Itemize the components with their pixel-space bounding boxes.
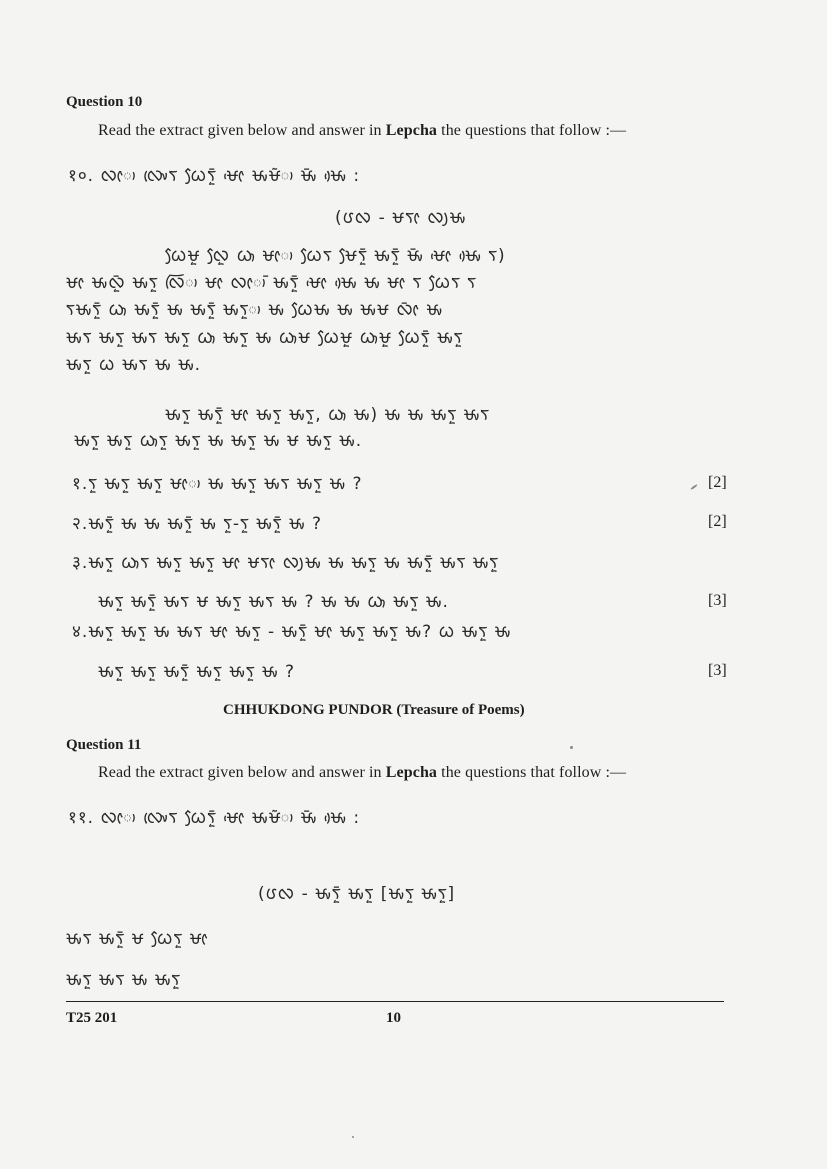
page-number: 10 <box>386 1010 401 1026</box>
instruction-language: Lepcha <box>385 122 438 139</box>
question-10-prompt: १०. ᰜᰦᰥ ᰜᰤᰨᰛ ᰃᰧᰛᰬᰳ ᰝᰦᰵ ᰝᰤᰝᰶᰥ ᰝᰤᰳ ᰝᰤᰴ : <box>68 166 361 186</box>
instruction-text-end: the questions that follow :— <box>437 764 627 781</box>
passage-line: ᰝᰤᰛᰬ ᰃ ᰝᰤᰛ ᰝᰤ ᰝᰤ. <box>66 355 202 375</box>
passage-line: ᰝᰤᰛᰬ ᰝᰤᰛᰬ ᰃᰥᰛᰬ ᰝᰤᰛᰬ ᰝᰤ ᰝᰤᰛᰬ ᰝᰤ ᰝ ᰝᰤᰛᰬ ᰝᰤ. <box>74 431 363 451</box>
scan-mark <box>690 484 698 490</box>
sub-question-continued: ᰝᰤᰛᰬ ᰝᰤᰛᰬᰳ ᰝᰤᰛ ᰝ ᰝᰤᰛᰬ ᰝᰤᰛ ᰝᰤ ? ᰝᰤ ᰝᰤ ᰃᰥ ᰝᰤᰛᰬ ᰝᰤ. <box>98 592 449 612</box>
scan-mark <box>352 1136 354 1138</box>
sub-question: १.ᰛᰬ ᰝᰤᰛᰬ ᰝᰤᰛᰬ ᰝᰦᰥ ᰝᰤ ᰝᰤᰛᰬ ᰝᰤᰛ ᰝᰤᰛᰬ ᰝᰤ ? <box>72 474 363 494</box>
sub-question: ४.ᰝᰤᰛᰬ ᰝᰤᰛᰬ ᰝᰤ ᰝᰤᰛ ᰝᰦ ᰝᰤᰛᰬ - ᰝᰤᰛᰬᰳ ᰝᰦ ᰝᰤᰛᰬ ᰝᰤᰛᰬ ᰝᰤ? ᰃ ᰝᰤᰛᰬ ᰝᰤ <box>72 622 512 642</box>
question-10-instruction <box>98 122 626 140</box>
question-11-prompt: ११. ᰜᰦᰥ ᰜᰤᰨᰛ ᰃᰧᰛᰬᰳ ᰝᰦᰵ ᰝᰤᰝᰶᰥ ᰝᰤᰳ ᰝᰤᰴ : <box>68 808 361 828</box>
section-title: CHHUKDONG PUNDOR (Treasure of Poems) <box>223 702 525 718</box>
footer-divider <box>66 1001 724 1002</box>
instruction-language: Lepcha <box>385 764 438 781</box>
question-10-source: (ᰂᰜ - ᰝᰛᰦ ᰜᰪᰝᰤ <box>335 208 467 228</box>
paper-code: T25 201 <box>66 1010 118 1026</box>
marks: [2] <box>708 513 727 530</box>
sub-question: ३.ᰝᰤᰛᰬ ᰃᰥᰛ ᰝᰤᰛᰬ ᰝᰤᰛᰬ ᰝᰦ ᰝᰛᰦ ᰜᰪᰝᰤ ᰝᰤ ᰝᰤᰛᰬ ᰝᰤ ᰝᰤᰛᰬᰳ ᰝᰤᰛ ᰝᰤᰛᰬ <box>72 553 500 573</box>
marks: [3] <box>708 592 727 609</box>
marks: [3] <box>708 662 727 679</box>
poem-line: ᰝᰤᰛ ᰝᰤᰛᰬᰳ ᰝ ᰃᰧᰛᰬ ᰝᰦ <box>66 929 209 949</box>
instruction-text-end: the questions that follow :— <box>437 122 627 139</box>
scan-mark <box>570 746 573 749</box>
passage-line: ᰝᰦ ᰝᰤᰜᰬᰳ ᰝᰤᰛᰬ ᰜᰩᰥ ᰝᰦ ᰜᰦᰥᰳ ᰝᰤᰛᰬᰳ ᰝᰦᰵ ᰝᰤᰴ ᰝᰤ ᰝᰦ ᰛ ᰃᰧᰛ ᰛ <box>66 273 477 293</box>
sub-question-continued: ᰝᰤᰛᰬ ᰝᰤᰛᰬ ᰝᰤᰛᰬᰳ ᰝᰤᰛᰬ ᰝᰤᰛᰬ ᰝᰤ ? <box>98 662 296 682</box>
question-10-heading: Question 10 <box>66 94 143 110</box>
poem-line: ᰝᰤᰛᰬ ᰝᰤᰛ ᰝᰤ ᰝᰤᰛᰬ <box>66 970 182 990</box>
passage-line: ᰛᰝᰤᰛᰬᰳ ᰃᰥ ᰝᰤᰛᰬᰳ ᰝᰤ ᰝᰤᰛᰬᰳ ᰝᰤᰛᰬᰥ ᰝᰤ ᰃᰧᰝᰤ ᰝᰤ ᰝᰤᰝ ᰜᰦᰳ ᰝᰤ <box>66 300 444 320</box>
question-11-instruction <box>98 764 626 782</box>
sub-question: २.ᰝᰤᰛᰬᰳ ᰝᰤ ᰝᰤ ᰝᰤᰛᰬᰳ ᰝᰤ ᰛᰬ-ᰛᰬ ᰝᰤᰛᰬᰳ ᰝᰤ ? <box>72 514 322 534</box>
passage-line: ᰝᰤᰛ ᰝᰤᰛᰬ ᰝᰤᰛ ᰝᰤᰛᰬ ᰃᰥ ᰝᰤᰛᰬ ᰝᰤ ᰃᰥᰝ ᰃᰧᰝᰬ ᰃᰥᰝᰬ ᰃᰧᰛᰬᰳ ᰝᰤᰛᰬ <box>66 328 464 348</box>
question-11-source: (ᰂᰜ - ᰝᰤᰛᰬᰳ ᰝᰤᰛᰬ [ᰝᰤᰛᰬ ᰝᰤᰛᰬ] <box>258 884 456 904</box>
instruction-text: Read the extract given below and answer in <box>98 122 386 139</box>
passage-line: ᰝᰤᰛᰬ ᰝᰤᰛᰬᰳ ᰝᰦ ᰝᰤᰛᰬ ᰝᰤᰛᰬ, ᰃᰥ ᰝᰤ) ᰝᰤ ᰝᰤ ᰝᰤᰛᰬ ᰝᰤᰛ <box>165 405 490 425</box>
marks: [2] <box>708 474 727 491</box>
question-11-heading: Question 11 <box>66 737 142 753</box>
instruction-text: Read the extract given below and answer in <box>98 764 386 781</box>
passage-line: ᰃᰧᰝᰬ ᰜᰧᰬ ᰃᰥ ᰝᰦᰥ ᰃᰧᰛ ᰝᰧᰛᰬᰳ ᰝᰤᰛᰬᰳ ᰝᰤᰳ ᰝᰦᰵ ᰝᰤᰴ ᰛ) <box>165 246 506 266</box>
